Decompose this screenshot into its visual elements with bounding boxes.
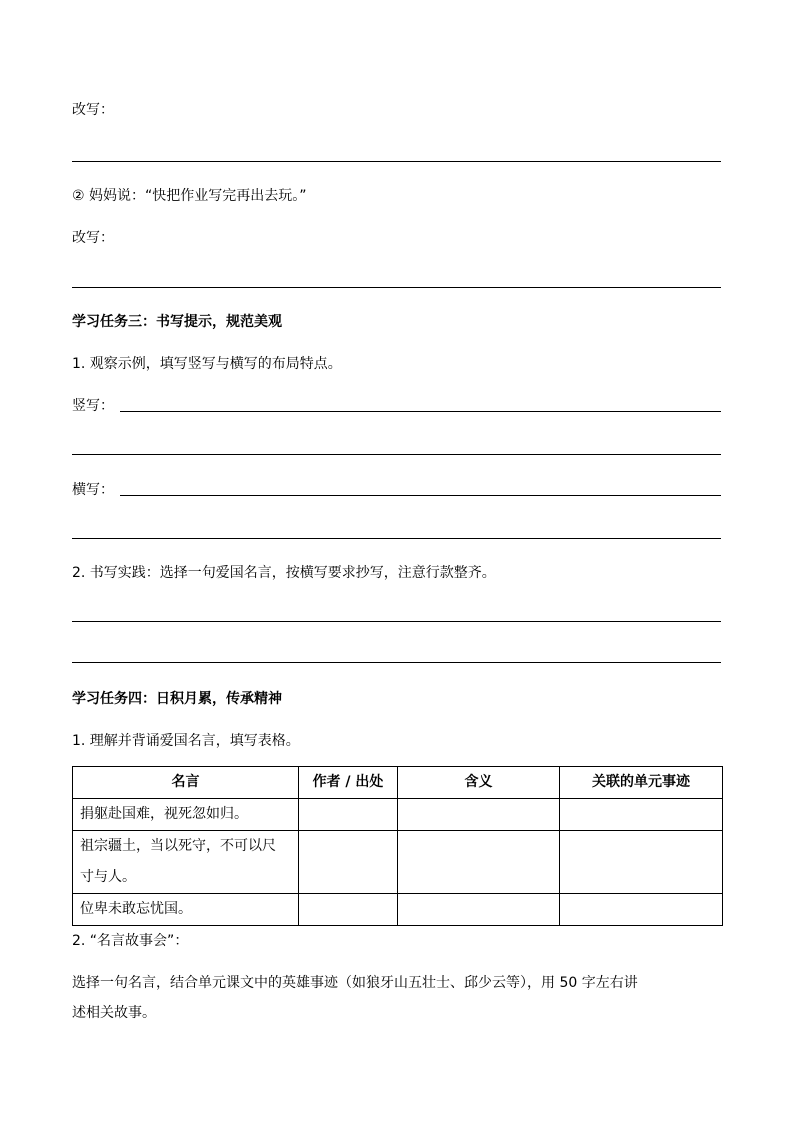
answer-line-vertical-2[interactable] (72, 454, 721, 455)
task3-title: 学习任务三：书写提示，规范美观 (72, 314, 282, 330)
task4-question-2-line1: 选择一句名言，结合单元课文中的英雄事迹（如狼牙山五壮士、邱少云等），用 50 字左右讲 (72, 975, 638, 991)
meaning-cell[interactable] (398, 799, 560, 831)
answer-line-horizontal-2[interactable] (72, 538, 721, 539)
table-row (73, 894, 723, 926)
related-story-cell[interactable] (560, 799, 723, 831)
header-author-source: 作者 / 出处 (299, 767, 398, 799)
rewrite-label-2: 改写： (72, 230, 114, 246)
quote-text-continued: 寸与人。 (80, 869, 136, 885)
task4-question-2-line2: 述相关故事。 (72, 1005, 156, 1021)
answer-line-copy-2[interactable] (72, 662, 721, 663)
answer-line-rewrite-2[interactable] (72, 287, 721, 288)
related-story-cell[interactable] (560, 894, 723, 926)
task3-question-2: 2. 书写实践：选择一句爱国名言，按横写要求抄写，注意行款整齐。 (72, 565, 496, 581)
rewrite-label-1: 改写： (72, 102, 114, 118)
quote-cell (73, 894, 299, 926)
answer-line-rewrite-1[interactable] (72, 161, 721, 162)
item-2-sentence: ② 妈妈说：“快把作业写完再出去玩。” (72, 188, 307, 204)
answer-line-horizontal-1[interactable] (120, 495, 721, 496)
table-row (73, 799, 723, 831)
vertical-writing-label: 竖写： (72, 398, 114, 414)
answer-line-copy-1[interactable] (72, 621, 721, 622)
meaning-cell[interactable] (398, 831, 560, 894)
quote-table (72, 766, 723, 926)
table-header-row (73, 767, 723, 799)
header-related-story: 关联的单元事迹 (560, 767, 723, 799)
quote-cell (73, 831, 299, 894)
author-source-cell[interactable] (299, 799, 398, 831)
horizontal-writing-label: 横写： (72, 482, 114, 498)
task4-question-1: 1. 理解并背诵爱国名言，填写表格。 (72, 733, 300, 749)
quote-text: 位卑未敢忘忧国。 (80, 901, 192, 917)
related-story-cell[interactable] (560, 831, 723, 894)
table-row (73, 831, 723, 894)
quote-text: 祖宗疆土，当以死守，不可以尺 (80, 838, 276, 854)
header-meaning: 含义 (398, 767, 560, 799)
header-quote: 名言 (73, 767, 299, 799)
author-source-cell[interactable] (299, 894, 398, 926)
meaning-cell[interactable] (398, 894, 560, 926)
task4-question-2-title: 2. “名言故事会”： (72, 933, 189, 949)
author-source-cell[interactable] (299, 831, 398, 894)
task3-question-1: 1. 观察示例，填写竖写与横写的布局特点。 (72, 356, 342, 372)
answer-line-vertical-1[interactable] (120, 411, 721, 412)
task4-title: 学习任务四：日积月累，传承精神 (72, 691, 282, 707)
quote-text: 捐躯赴国难，视死忽如归。 (80, 806, 248, 822)
quote-cell (73, 799, 299, 831)
